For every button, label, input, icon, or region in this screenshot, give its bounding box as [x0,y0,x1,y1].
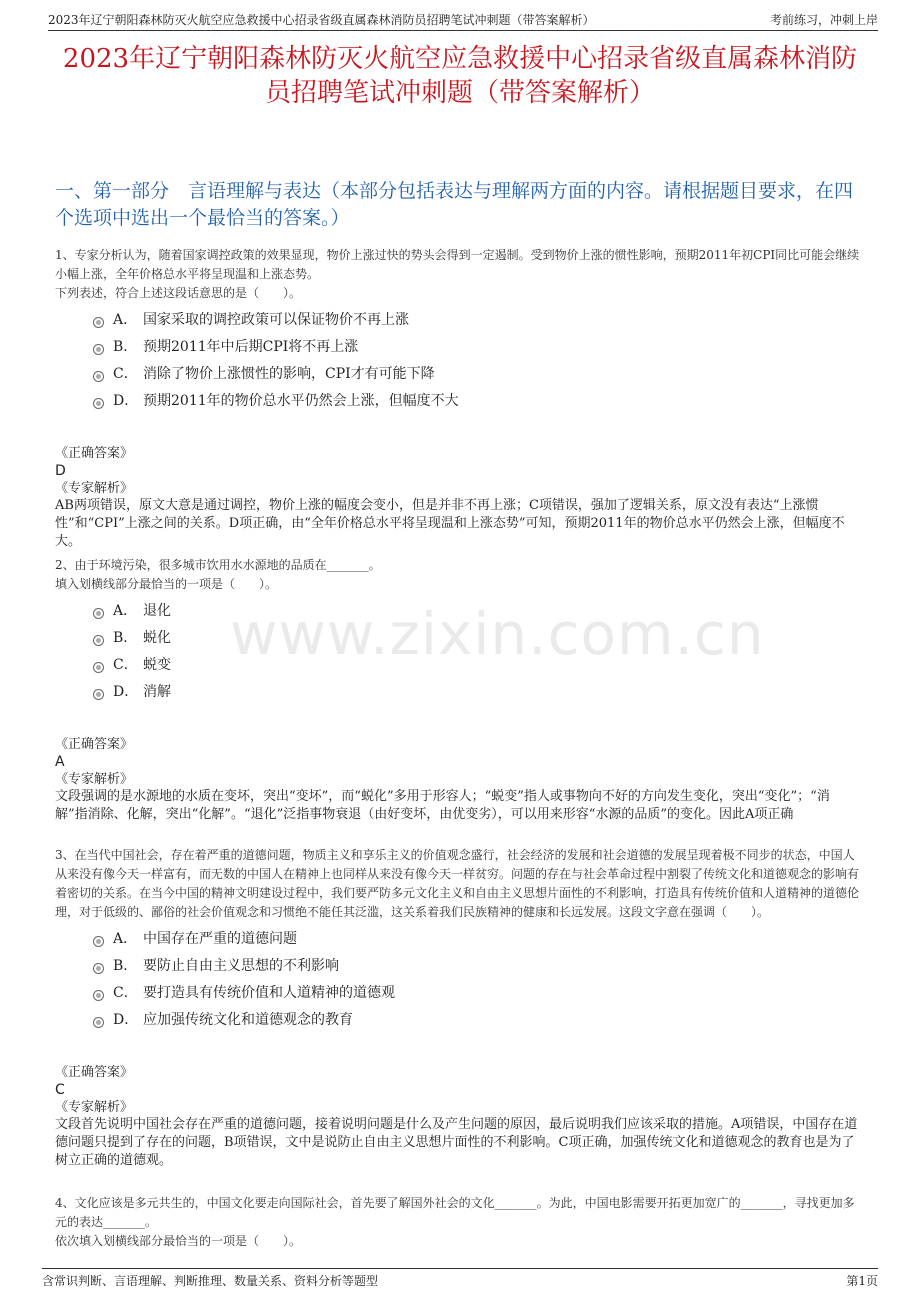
option-letter: B． [113,958,138,974]
option-text: 蜕化 [143,630,171,646]
question-stem: 2、由于环境污染，很多城市饮用水水源地的品质在_______。 [55,558,381,572]
option-letter: A． [113,931,138,947]
answer-value: D [55,463,66,479]
option-text: 国家采取的调控政策可以保证物价不再上涨 [143,312,409,328]
answer-value: A [55,754,65,770]
radio-icon[interactable] [93,689,104,700]
question-1 [55,246,862,551]
header-doc-title: 2023年辽宁朝阳森林防灭火航空应急救援中心招录省级直属森林消防员招聘笔试冲刺题（带答案解析） [48,12,595,27]
option-d[interactable] [55,388,862,415]
answer-label: 《正确答案》 [55,446,134,461]
radio-icon[interactable] [93,662,104,673]
question-4 [55,1194,862,1251]
option-text: 中国存在严重的道德问题 [143,931,297,947]
radio-icon[interactable] [93,963,104,974]
option-list [55,598,862,706]
option-b[interactable] [55,625,862,652]
question-stem: 3、在当代中国社会，存在着严重的道德问题，物质主义和享乐主义的价值观念盛行，社会经济的发展和社会道德的发展呈现着极不同步的状态，中国人从来没有像今天一样富有，而无数的中国人在精神上也同样从来没有像今天一样贫穷。问题的存在与社会革命过程中割裂了传统文化和道德观念的影响有着密切的关系。在当今中国的精神文明建设过程中，我们要严防多元文化主义和自由主义思想片面性的不利影响，打造具有传统价值和人道精神的道德伦理，对于低级的、鄙俗的社会价值观念和习惯绝不能任其泛滥，这关系着我们民族精神的健康和长远发展。这段文字意在强调（ ）。 [55,848,860,919]
option-c[interactable] [55,980,862,1007]
option-letter: B． [113,339,138,355]
analysis-text: AB两项错误，原文大意是通过调控，物价上涨的幅度会变小，但是并非不再上涨；C项错误，强加了逻辑关系，原文没有表达“上涨惯性”和“CPI”上涨之间的关系。D项正确，由“全年价格总水平将呈现温和上涨态势”可知，预期2011年的物价总水平仍然会上涨，但幅度不大。 [55,498,845,549]
option-c[interactable] [55,361,862,388]
option-letter: C． [113,985,138,1001]
option-text: 退化 [143,603,171,619]
radio-icon[interactable] [93,398,104,409]
question-stem: 4、文化应该是多元共生的，中国文化要走向国际社会，首先要了解国外社会的文化_______。为此，中国电影需要开拓更加宽广的_______，寻找更加多元的表达_______。 [55,1196,855,1229]
question-prompt: 填入划横线部分最恰当的一项是（ ）。 [55,577,278,591]
answer-label: 《正确答案》 [55,737,134,752]
option-text: 消解 [143,684,171,700]
radio-icon[interactable] [93,344,104,355]
radio-icon[interactable] [93,990,104,1001]
option-letter: A． [113,312,138,328]
option-letter: D． [113,1012,139,1028]
radio-icon[interactable] [93,371,104,382]
option-a[interactable] [55,598,862,625]
radio-icon[interactable] [93,608,104,619]
footer-topics: 含常识判断、言语理解、判断推理、数量关系、资料分析等题型 [42,1273,379,1288]
option-c[interactable] [55,652,862,679]
radio-icon[interactable] [93,317,104,328]
option-text: 消除了物价上涨惯性的影响，CPI才有可能下降 [143,366,435,382]
analysis-label: 《专家解析》 [55,481,134,496]
question-2 [55,556,862,824]
answer-label: 《正确答案》 [55,1065,134,1080]
document-title: 2023年辽宁朝阳森林防灭火航空应急救援中心招录省级直属森林消防员招聘笔试冲刺题（带答案解析） [62,44,858,108]
option-list [55,307,862,415]
question-prompt: 依次填入划横线部分最恰当的一项是（ ）。 [55,1234,302,1248]
section-heading: 一、第一部分 言语理解与表达（本部分包括表达与理解两方面的内容。请根据题目要求，在四个选项中选出一个最恰当的答案。） [55,180,854,229]
analysis-label: 《专家解析》 [55,1100,134,1115]
option-letter: C． [113,366,138,382]
radio-icon[interactable] [93,635,104,646]
analysis-text: 文段首先说明中国社会存在严重的道德问题，接着说明问题是什么及产生问题的原因，最后说明我们应该采取的措施。A项错误，中国存在道德问题只提到了存在的问题，B项错误，文中是说防止自由主义思想片面性的不利影响。C项正确，加强传统文化和道德观念的教育也是为了树立正确的道德观。 [55,1117,858,1168]
option-d[interactable] [55,1007,862,1034]
question-3 [55,846,862,1170]
analysis-label: 《专家解析》 [55,772,134,787]
option-b[interactable] [55,953,862,980]
option-text: 要防止自由主义思想的不利影响 [143,958,339,974]
option-letter: C． [113,657,138,673]
option-letter: B． [113,630,138,646]
option-text: 蜕变 [143,657,171,673]
option-letter: A． [113,603,138,619]
page-footer [42,1268,878,1291]
page-number: 第1页 [846,1273,878,1288]
option-list [55,926,862,1034]
option-b[interactable] [55,334,862,361]
page-header [48,8,878,31]
option-letter: D． [113,684,139,700]
option-text: 预期2011年中后期CPI将不再上涨 [143,339,359,355]
option-d[interactable] [55,679,862,706]
option-text: 预期2011年的物价总水平仍然会上涨，但幅度不大 [143,393,459,409]
header-slogan: 考前练习，冲刺上岸 [769,12,878,27]
option-letter: D． [113,393,139,409]
question-prompt: 下列表述，符合上述这段话意思的是（ ）。 [55,286,302,300]
analysis-text: 文段强调的是水源地的水质在变坏，突出“变坏”，而“蜕化”多用于形容人；“蜕变”指人或事物向不好的方向发生变化，突出“变化”；“消解”指消除、化解，突出“化解”。“退化”泛指事物衰退（由好变坏，由优变劣），可以用来形容“水源的品质”的变化。因此A项正确 [55,789,830,822]
option-a[interactable] [55,926,862,953]
option-a[interactable] [55,307,862,334]
option-text: 应加强传统文化和道德观念的教育 [143,1012,353,1028]
watermark: www.zixin.com.cn [230,600,765,668]
radio-icon[interactable] [93,936,104,947]
question-stem: 1、专家分析认为，随着国家调控政策的效果显现，物价上涨过快的势头会得到一定遏制。受到物价上涨的惯性影响，预期2011年初CPI同比可能会继续小幅上涨，全年价格总水平将呈现温和上涨态势。 [55,248,860,281]
radio-icon[interactable] [93,1017,104,1028]
option-text: 要打造具有传统价值和人道精神的道德观 [143,985,395,1001]
answer-value: C [55,1082,65,1098]
